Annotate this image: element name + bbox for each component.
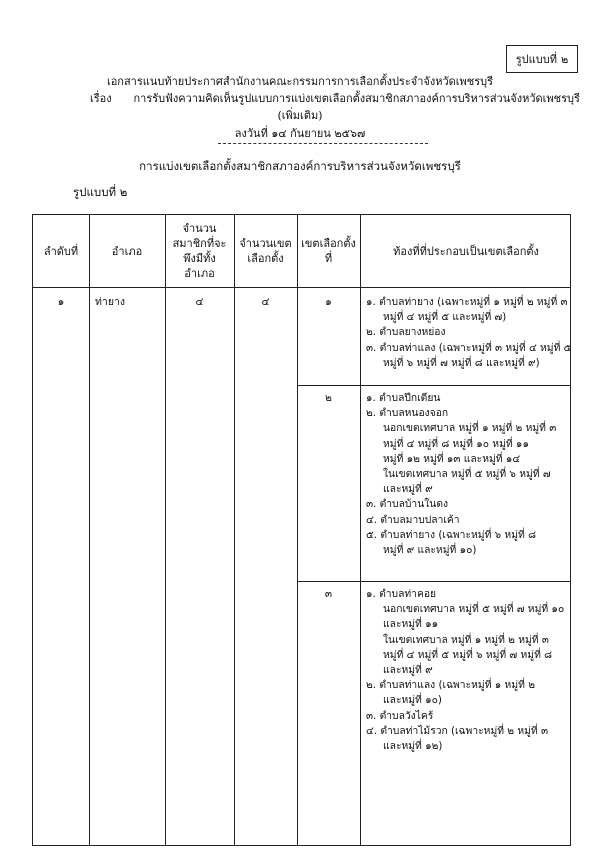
col-header-zone <box>297 215 360 287</box>
area-line: ๓. ตำบลวังไคร้ <box>366 709 434 722</box>
area-line: หมู่ที่ ๔ หมู่ที่ ๘ หมู่ที่ ๑๐ หมู่ที่ ๑๑ <box>383 437 529 450</box>
area-line: หมู่ที่ ๔ หมู่ที่ ๕ หมู่ที่ ๖ หมู่ที่ ๗ หมู่ที่ ๘ <box>383 648 553 661</box>
col-header-district: อำเภอ <box>111 244 143 258</box>
col-header-zones-count <box>234 215 297 287</box>
col-header-members-line: พึงมีทั้ง <box>183 252 216 265</box>
area-line: นอกเขตเทศบาล หมู่ที่ ๕ หมู่ที่ ๗ หมู่ที่ ๑๐ <box>383 603 565 616</box>
area-line: และหมู่ที่ ๑๑ <box>383 618 439 631</box>
zone-number: ๓ <box>324 588 333 600</box>
row-zones-count: ๔ <box>261 296 270 308</box>
area-line: ๒. ตำบลท่าแลง (เฉพาะหมู่ที่ ๑ หมู่ที่ ๒ <box>366 679 535 692</box>
area-line: ๔. ตำบลท่าไม้รวก (เฉพาะหมู่ที่ ๒ หมู่ที่ ๓ <box>366 724 549 737</box>
row-order: ๑ <box>57 296 65 308</box>
col-header-zones-count-line: จำนวนเขต <box>239 237 292 250</box>
row-district: ท่ายาง <box>95 296 125 308</box>
zone-divider <box>297 385 570 386</box>
area-line: ในเขตเทศบาล หมู่ที่ ๑ หมู่ที่ ๒ หมู่ที่ ๓ <box>383 633 549 646</box>
area-line: และหมู่ที่ ๑๒) <box>383 739 443 752</box>
section-title: การแบ่งเขตเลือกตั้งสมาชิกสภาองค์การบริหารส่วนจังหวัดเพชรบุรี <box>139 159 461 173</box>
form-number-label: รูปแบบที่ <box>515 53 557 66</box>
area-line: และหมู่ที่ ๙ <box>383 663 433 676</box>
zone-areas <box>366 295 571 371</box>
col-divider <box>89 215 90 845</box>
header-divider <box>33 287 570 288</box>
header-date: ลงวันที่ ๑๔ กันยายน ๒๕๖๗ <box>234 127 366 140</box>
col-header-members-line: อำเภอ <box>184 267 215 280</box>
form-number-value: ๒ <box>560 53 569 66</box>
area-line: หมู่ที่ ๙ และหมู่ที่ ๑๐) <box>383 543 477 556</box>
area-line: ๓. ตำบลบ้านในดง <box>366 498 449 511</box>
zone-number: ๒ <box>325 392 332 404</box>
area-line: ในเขตเทศบาล หมู่ที่ ๕ หมู่ที่ ๖ หมู่ที่ ๗ <box>383 467 551 480</box>
area-line: หมู่ที่ ๖ หมู่ที่ ๗ หมู่ที่ ๘ และหมู่ที่ ๙) <box>383 356 540 369</box>
form-number-box <box>506 45 578 73</box>
area-line: ๑. ตำบลท่ายาง (เฉพาะหมู่ที่ ๑ หมู่ที่ ๒ หมู่ที่ ๓ <box>366 296 568 308</box>
subject-label: เรื่อง <box>90 92 112 105</box>
col-header-zone-line: เขตเลือกตั้ง <box>301 237 356 250</box>
form-label: รูปแบบที่ ๒ <box>73 185 128 199</box>
zone-areas <box>366 391 556 558</box>
header-line-1: เอกสารแนบท้ายประกาศสำนักงานคณะกรรมการการเลือกตั้งประจำจังหวัดเพชรบุรี <box>106 75 494 88</box>
area-line: ๑. ตำบลท่าคอย <box>366 588 437 600</box>
col-header-zones-count-line: เลือกตั้ง <box>247 252 284 265</box>
subject-text: การรับฟังความคิดเห็นรูปแบบการแบ่งเขตเลือกตั้งสมาชิกสภาองค์การบริหารส่วนจังหวัดเพชรบุรี <box>133 92 580 105</box>
zone-areas <box>366 587 564 754</box>
area-line: ๒. ตำบลหนองจอก <box>366 407 449 420</box>
col-header-zone-line: ที่ <box>324 252 333 265</box>
area-line: ๑. ตำบลปึกเตียน <box>366 392 441 404</box>
col-header-members-line: จำนวน <box>182 222 217 235</box>
districting-table <box>32 214 571 846</box>
col-header-members-line: สมาชิกที่จะ <box>172 237 227 250</box>
area-line: และหมู่ที่ ๙ <box>383 483 433 496</box>
area-line: ๔. ตำบลมาบปลาเค้า <box>366 513 460 526</box>
zone-divider <box>297 581 570 582</box>
header-subject-cont: (เพิ่มเติม) <box>277 109 323 122</box>
zone-number: ๑ <box>325 296 332 308</box>
col-header-order: ลำดับที่ <box>43 244 79 258</box>
area-line: หมู่ที่ ๑๒ หมู่ที่ ๑๓ และหมู่ที่ ๑๔ <box>383 452 521 465</box>
divider-dashed <box>218 143 428 144</box>
col-divider <box>360 215 361 845</box>
header-subject <box>90 89 580 107</box>
area-line: นอกเขตเทศบาล หมู่ที่ ๑ หมู่ที่ ๒ หมู่ที่ ๓ <box>383 422 557 435</box>
area-line: หมู่ที่ ๔ หมู่ที่ ๕ และหมู่ที่ ๗) <box>383 311 507 324</box>
area-line: และหมู่ที่ ๑๐) <box>383 694 442 707</box>
col-header-members <box>165 215 234 287</box>
area-line: ๕. ตำบลท่ายาง (เฉพาะหมู่ที่ ๖ หมู่ที่ ๘ <box>366 528 537 541</box>
area-line: ๓. ตำบลท่าแลง (เฉพาะหมู่ที่ ๓ หมู่ที่ ๔ หมู่ที่ ๕ <box>366 341 572 354</box>
row-members: ๔ <box>195 296 204 308</box>
area-line: ๒. ตำบลยางหย่อง <box>366 326 446 339</box>
col-header-areas: ท้องที่ที่ประกอบเป็นเขตเลือกตั้ง <box>393 244 539 258</box>
